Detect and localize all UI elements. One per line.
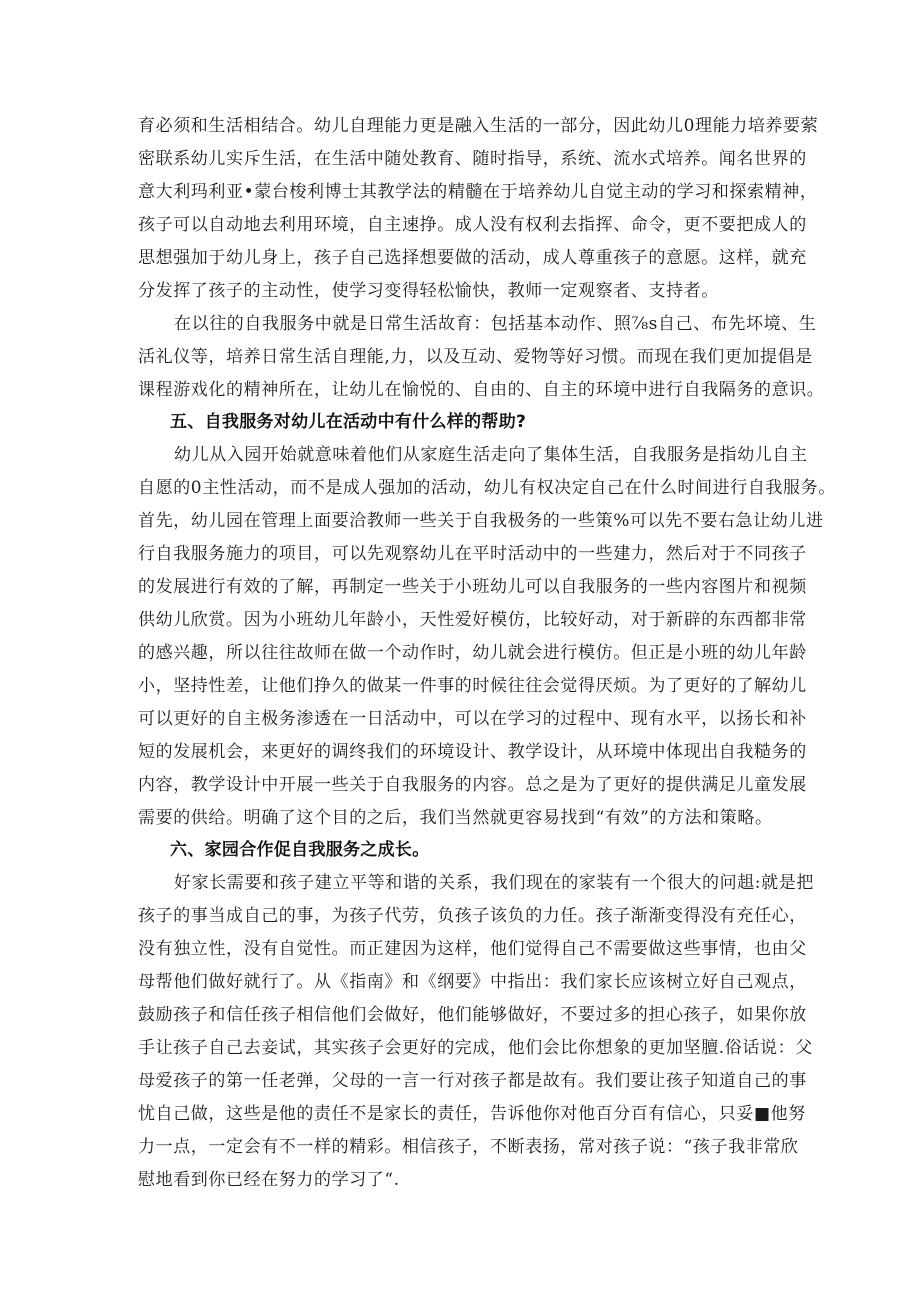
body-line: 短的发展机会，来更好的调终我们的环境设计、教学设计，从环境中体现出自我糙务的	[138, 742, 807, 762]
body-line: 手让孩子自己去妾试，其实孩子会更好的完成，他们会比你想象的更加坚膻.俗话说：父	[138, 1038, 813, 1058]
body-line: 供幼儿欣赏。因为小班幼儿年龄小，天性爱好模仿，比较好动，对于新辟的东西都非常	[138, 610, 807, 630]
body-line: 没有独立性，没有自觉性。而正建因为这样，他们觉得自己不需要做这些事情，也由父	[138, 939, 807, 959]
body-line: 慰地看到你已经在努力的学习了“.	[138, 1170, 400, 1190]
body-line: 小，坚持性差，让他们挣久的做某一件事的时候往往会觉得厌烦。为了更好的了解幼儿	[138, 676, 807, 696]
body-line: 忧自己做，这些是他的责任不是家长的责任，告诉他你对他百分百有信心，只妥■他努	[138, 1104, 806, 1124]
section-heading-five: 五、自我服务对幼儿在活动中有什么样的帮助?	[170, 412, 527, 432]
body-line: 自愿的0主性活动，而不是成人强加的活动，幼儿有权决定自己在什么时间进行自我服务。	[138, 478, 836, 498]
body-line: 课程游戏化的精神所在，让幼儿在愉悦的、自由的、自主的环境中进行自我隔务的意识。	[138, 380, 825, 400]
paragraph-first-line: 幼儿从入园开始就意味着他们从家庭生活走向了集体生活，自我服务是指幼儿自主	[174, 445, 808, 465]
body-line: 的感兴趣，所以往往故师在做一个动作时，幼儿就会进行模仿。但正是小班的幼儿年龄	[138, 643, 807, 663]
body-line: 孩子的事当成自己的事，为孩子代劳，负孩子该负的力任。孩子渐渐变得没有充任心，	[138, 906, 807, 926]
body-line: 行自我服务施力的项目，可以先观察幼儿在平时活动中的一些建力，然后对于不同孩子	[138, 544, 807, 564]
paragraph-first-line: 在以往的自我服务中就是日常生活故育：包括基本动作、照⅞s自己、布先坏境、生	[174, 314, 817, 334]
body-line: 育必须和生活相结合。幼儿自理能力更是融入生活的一部分，因此幼儿0理能力培养要萦	[138, 116, 819, 136]
body-line: 需要的供给。明确了这个目的之后，我们当然就更容易找到“有效”的方法和策略。	[138, 808, 773, 828]
body-line: 母帮他们做好就行了。从《指南》和《纲要》中指出：我们家长应该树立好自己观点，	[138, 972, 807, 992]
body-line: 孩子可以自动地去利用环境，自主速挣。成人没有权利去指挥、命令，更不要把成人的	[138, 215, 807, 235]
body-line: 意大利玛利亚•蒙台梭利博士其教学法的精髓在于培养幼儿自觉主动的学习和探索精神，	[138, 182, 818, 202]
body-line: 鼓励孩子和信任孩子相信他们会做好，他们能够做好，不要过多的担心孩子，如果你放	[138, 1005, 807, 1025]
section-heading-six: 六、家园合作促自我服务之成长。	[170, 840, 430, 860]
body-line: 母爱孩子的第一任老弹，父母的一言一行对孩子都是故有。我们要让孩子知道自己的事	[138, 1071, 807, 1091]
body-line: 内容，教学设计中开展一些关于自我服务的内容。总之是为了更好的提供满足儿童发展	[138, 775, 807, 795]
body-line: 首先，幼儿园在管理上面要洽教师一些关于自我极务的一些策%可以先不要右急让幼儿进	[138, 511, 824, 531]
body-line: 密联系幼儿实斥生活，在生活中随处教育、随时指导，系统、流水式培养。闻名世界的	[138, 149, 807, 169]
body-line: 活礼仪等，培养日常生活自理能,力，以及互动、爱物等好习惯。而现在我们更加提倡是	[138, 347, 813, 367]
body-line: 力一点，一定会有不一样的精彩。相信孩子，不断表扬，常对孩子说：“孩子我非常欣	[138, 1137, 799, 1157]
body-line: 可以更好的自主极务渗透在一日活动中，可以在学习的过程中、现有水平，以扬长和补	[138, 709, 807, 729]
paragraph-first-line: 好家长需要和孩子建立平等和谐的关系，我们现在的家装有一个很大的问趄:就是把	[174, 873, 814, 893]
body-line: 分发挥了孩子的主动性，使学习变得轻松愉快，教师一定观察者、支持者。	[138, 281, 719, 301]
body-line: 的发展进行有效的了解，再制定一些关于小班幼儿可以自我服务的一些内容图片和视频	[138, 577, 807, 597]
body-line: 思想强加于幼儿身上，孩子自己选择想要做的活动，成人尊重孩子的意愿。这样，就充	[138, 248, 807, 268]
